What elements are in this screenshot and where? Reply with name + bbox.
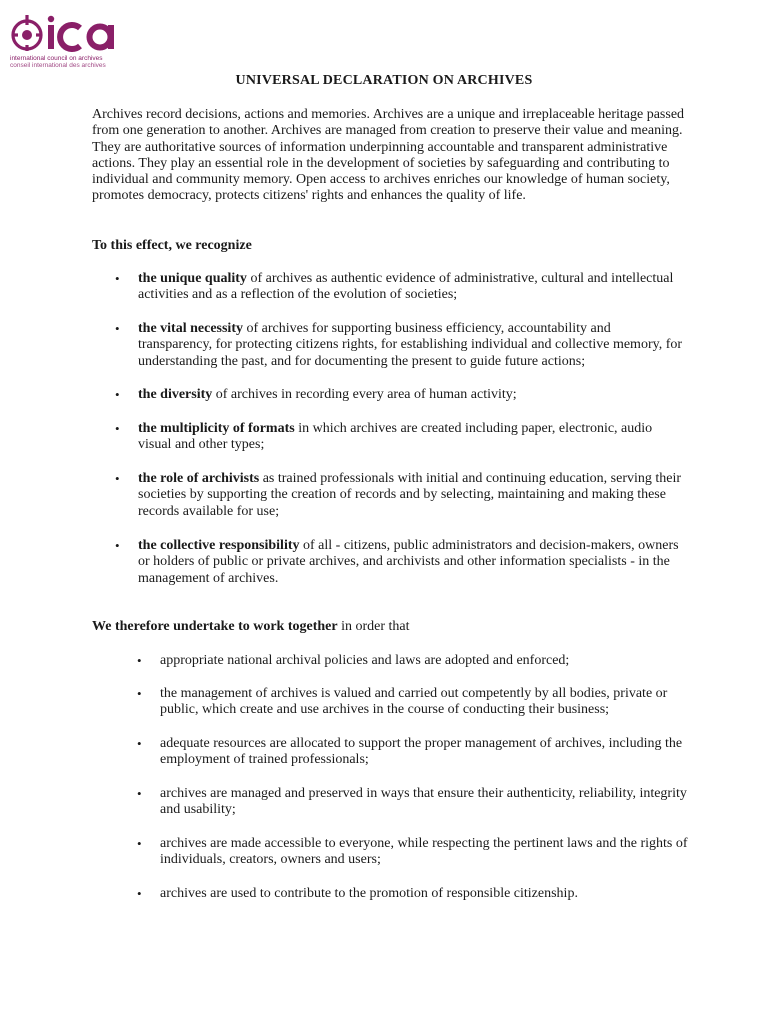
bullet-icon: • bbox=[115, 421, 120, 436]
bullet-icon: • bbox=[115, 321, 120, 336]
recognize-item-rest: of archives for supporting business efficiency, accountability and transparency, for protecting citizens rights, for establishing individual and collective memory, for understanding the past, and for documenting the present to guide future actions; bbox=[138, 321, 683, 369]
undertake-item-text: archives are made accessible to everyone, while respecting the pertinent laws and the rights of individuals, creators, owners and users; bbox=[160, 836, 688, 868]
recognize-item-rest: of archives in recording every area of human activity; bbox=[212, 387, 517, 402]
undertake-item-text: the management of archives is valued and carried out competently by all bodies, private or public, which create and use archives in the course of conducting their business; bbox=[160, 686, 668, 718]
recognize-item-text bbox=[138, 538, 683, 587]
recognize-item-bold: the unique quality bbox=[138, 271, 247, 286]
bullet-icon: • bbox=[115, 387, 120, 402]
undertake-item-text: appropriate national archival policies and laws are adopted and enforced; bbox=[160, 653, 570, 668]
undertake-heading-rest: in order that bbox=[337, 619, 410, 634]
document-title: UNIVERSAL DECLARATION ON ARCHIVES bbox=[235, 73, 533, 88]
logo-subtitle-en: international council on archives bbox=[10, 55, 103, 62]
logo-subtitle-fr: conseil international des archives bbox=[10, 62, 106, 69]
recognize-item-bold: the role of archivists bbox=[138, 471, 260, 486]
bullet-icon: • bbox=[115, 271, 120, 286]
ica-logo-mark bbox=[8, 8, 120, 56]
ica-logo bbox=[8, 8, 120, 68]
recognize-item-bold: the vital necessity bbox=[138, 321, 243, 336]
recognize-item-text bbox=[138, 471, 683, 520]
recognize-item-rest: of all - citizens, public administrators and decision-makers, owners or holders of public or private archives, and archivists and other information specialists - in the management of archives. bbox=[138, 538, 679, 586]
undertake-item-text: archives are used to contribute to the promotion of responsible citizenship. bbox=[160, 886, 578, 901]
bullet-icon: • bbox=[115, 471, 120, 486]
bullet-icon: • bbox=[137, 686, 142, 701]
bullet-icon: • bbox=[137, 886, 142, 901]
bullet-icon: • bbox=[137, 836, 142, 851]
recognize-item-rest: in which archives are created including paper, electronic, audio visual and other types; bbox=[138, 421, 653, 453]
recognize-item-rest: as trained professionals with initial and continuing education, serving their societies by supporting the creation of records and by selecting, maintaining and making these records available for use; bbox=[138, 471, 682, 519]
recognize-item-bold: the multiplicity of formats bbox=[138, 421, 295, 436]
undertake-item-text: archives are managed and preserved in ways that ensure their authenticity, reliability, integrity and usability; bbox=[160, 786, 687, 818]
intro-paragraph: Archives record decisions, actions and memories. Archives are a unique and irreplaceable heritage passed from one generation to another. Archives are managed from creation to preserve their value and meaning. They are authoritative sources of information underpinning accountable and transparent administrative actions. They play an essential role in the development of societies by safeguarding and contributing to individual and community memory. Open access to archives enriches our knowledge of human society, promotes democracy, protects citizens' rights and enhances the quality of life. bbox=[92, 107, 685, 204]
recognize-heading-text: To this effect, we recognize bbox=[92, 238, 252, 253]
bullet-icon: • bbox=[137, 736, 142, 751]
undertake-heading-bold: We therefore undertake to work together bbox=[92, 619, 338, 634]
recognize-item-text bbox=[138, 421, 683, 454]
recognize-item-rest: of archives as authentic evidence of administrative, cultural and intellectual activities and as a reflection of the evolution of societies; bbox=[138, 271, 674, 303]
recognize-item-text bbox=[138, 387, 683, 403]
recognize-heading bbox=[92, 238, 252, 254]
recognize-item-text bbox=[138, 321, 683, 370]
bullet-icon: • bbox=[137, 786, 142, 801]
bullet-icon: • bbox=[115, 538, 120, 553]
undertake-item-text: adequate resources are allocated to support the proper management of archives, including the employment of trained professionals; bbox=[160, 736, 683, 768]
undertake-heading bbox=[92, 619, 410, 635]
recognize-item-bold: the collective responsibility bbox=[138, 538, 300, 553]
recognize-item-text bbox=[138, 271, 683, 304]
bullet-icon: • bbox=[137, 653, 142, 668]
recognize-item-bold: the diversity bbox=[138, 387, 213, 402]
